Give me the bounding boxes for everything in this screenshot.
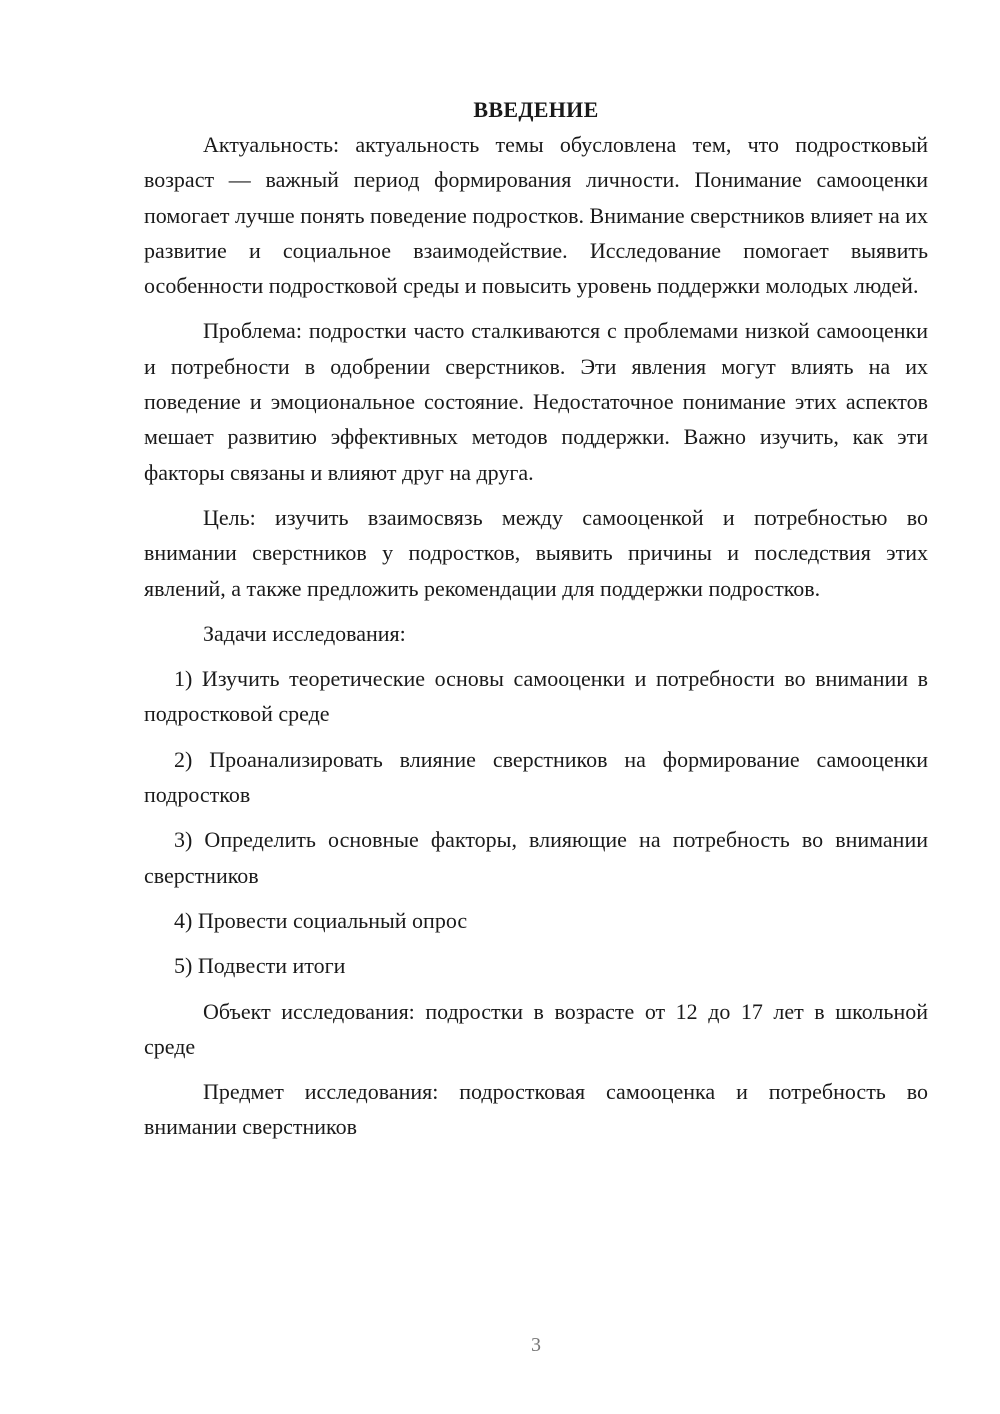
task-item-1: 1) Изучить теоретические основы самооценки и потребности во внимании в подростковой среде	[144, 666, 928, 727]
task-item-2: 2) Проанализировать влияние сверстников на формирование самооценки подростков	[144, 746, 928, 808]
task-item-5: 5) Подвести итоги	[174, 953, 346, 979]
task-item-3: 3) Определить основные факторы, влияющие на потребность во внимании сверстников	[144, 827, 928, 888]
paragraph-subject: Предмет исследования: подростковая самооценка и потребность во внимании сверстников	[144, 1079, 928, 1140]
task-item-4: 4) Провести социальный опрос	[174, 907, 468, 933]
paragraph-relevance: Актуальность: актуальность темы обусловлена тем, что подростковый возраст — важный период формирования личности. Понимание самооценки помогает лучше понять поведение подростков. Внимание сверстников влияет на их развитие и социальное взаимодействие. Исследование помогает выявить особенности подростковой среды и повысить уровень поддержки молодых людей.	[144, 132, 928, 299]
document-page	[144, 92, 928, 1155]
paragraph-object: Объект исследования: подростки в возрасте от 12 до 17 лет в школьной среде	[144, 998, 928, 1059]
tasks-heading: Задачи исследования:	[203, 620, 406, 646]
paragraph-goal: Цель: изучить взаимосвязь между самооценкой и потребностью во внимании сверстников у подростков, выявить причины и последствия этих явлений, а также предложить рекомендации для поддержки подростков.	[144, 504, 928, 601]
page-number: 3	[531, 1334, 541, 1356]
page-title: ВВЕДЕНИЕ	[473, 97, 599, 122]
paragraph-problem: Проблема: подростки часто сталкиваются с проблемами низкой самооценки и потребности в одобрении сверстников. Эти явления могут влиять на их поведение и эмоциональное состояние. Недостаточное понимание этих аспектов мешает развитию эффективных методов поддержки. Важно изучить, как эти факторы связаны и влияют друг на друга.	[144, 318, 928, 485]
